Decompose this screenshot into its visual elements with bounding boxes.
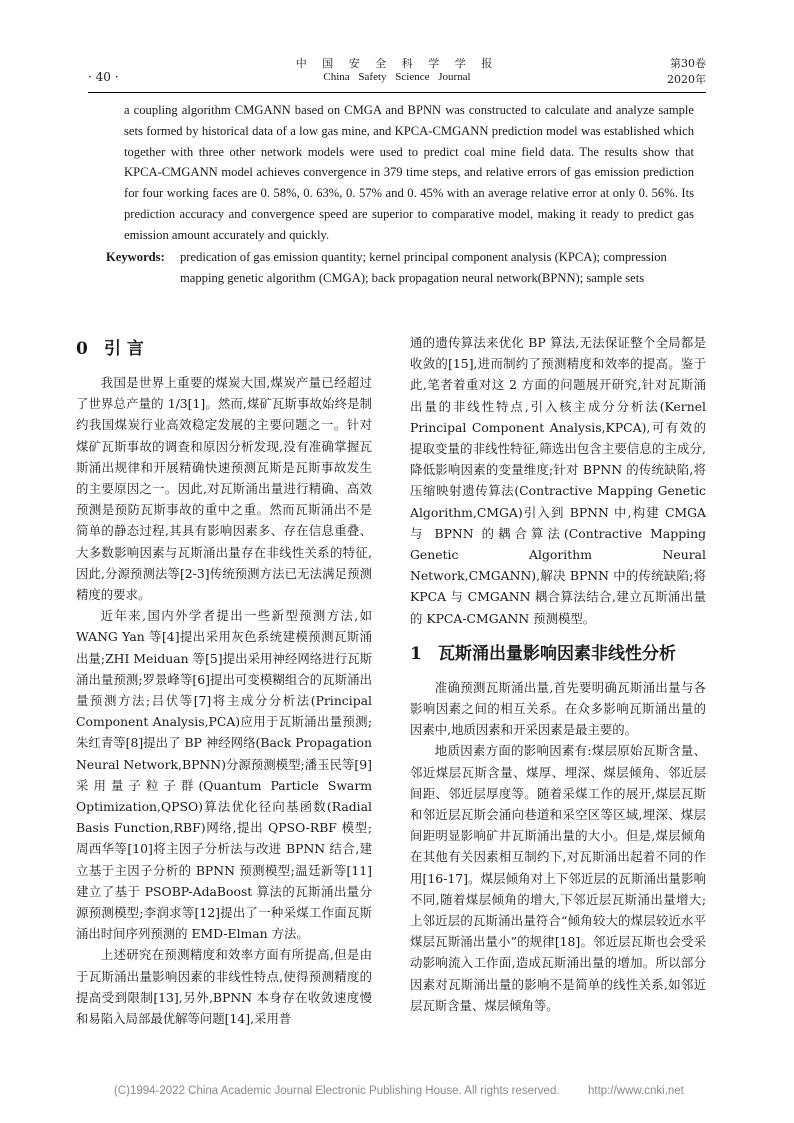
year: 2020年	[667, 73, 706, 86]
running-header	[88, 52, 706, 92]
copyright-notice: (C)1994-2022 China Academic Journal Electronic Publishing House. All rights reserved.	[114, 1085, 560, 1097]
section-number: 1	[410, 643, 422, 664]
left-column	[76, 332, 372, 1029]
paragraph: 近年来,国内外学者提出一些新型预测方法,如 WANG Yan 等[4]提出采用灰色系统建模预测瓦斯涌出量;ZHI Meiduan 等[5]提出采用神经网络进行瓦斯涌出量预测;罗景峰等[6]提出可变模糊组合的瓦斯涌出量预测方法;吕伏等[7]将主成分分析法(Principal Component Analysis,PCA)应用于瓦斯涌出量预测;朱红青等[8]提出了 BP 神经网络(Back Propagation Neural Network,BPNN)分源预测模型;潘玉民等[9]采用量子粒子群(Quantum Particle Swarm Optimization,QPSO)算法优化径向基函数(Radial Basis Function,RBF)网络,提出 QPSO-RBF 模型;周西华等[10]将主因子分析法与改进 BPNN 结合,建立基于主因子分析的 BPNN 预测模型;温廷新等[11]建立了基于 PSOBP-AdaBoost 算法的瓦斯涌出量分源预测模型;李润求等[12]提出了一种采煤工作面瓦斯涌出时间序列预测的 EMD-Elman 方法。	[76, 608, 372, 942]
keywords-text: predication of gas emission quantity; kernel principal component analysis (KPCA); compression mapping genetic algorithm (CMGA); back propagation neural network(BPNN); sample sets	[180, 250, 667, 285]
journal-title-en: China Safety Science Journal	[323, 71, 471, 83]
section-title: 瓦斯涌出量影响因素非线性分析	[438, 643, 676, 664]
header-rule	[88, 92, 706, 93]
section-heading-0	[76, 336, 372, 362]
right-column	[410, 332, 706, 1016]
paragraph: 通的遗传算法来优化 BP 算法,无法保证整个全局都是收敛的[15],进而制约了预测精度和效率的提高。鉴于此,笔者着重对这 2 方面的问题展开研究,针对瓦斯涌出量的非线性特点,引入核主成分分析法(Kernel Principal Component Analysis,KPCA),可有效的提取变量的非线性特征,筛选出包含主要信息的主成分,降低影响因素的变量维度;针对 BPNN 的传统缺陷,将压缩映射遗传算法(Contractive Mapping Genetic Algorithm,CMGA)引入到 BPNN 中,构建 CMGA 与 BPNN 的耦合算法(Contractive Mapping Genetic Algorithm Neural Network,CMGANN),解决 BPNN 中的传统缺陷;将 KPCA 与 CMGANN 耦合算法结合,建立瓦斯涌出量的 KPCA-CMGANN 预测模型。	[410, 335, 706, 626]
volume: 第30卷	[670, 57, 706, 70]
paragraph: 我国是世界上重要的煤炭大国,煤炭产量已经超过了世界总产量的 1/3[1]。然而,煤矿瓦斯事故始终是制约我国煤炭行业高效稳定发展的主要问题之一。针对煤矿瓦斯事故的调查和原因分析发现,没有准确掌握瓦斯涌出规律和开展精确快速预测瓦斯是瓦斯事故发生的主要原因之一。因此,对瓦斯涌出量进行精确、高效预测是预防瓦斯事故的重中之重。然而瓦斯涌出不是简单的静态过程,其具有影响因素多、存在信息重叠、大多数影响因素与瓦斯涌出量存在非线性关系的特征,因此,分源预测法等[2-3]传统预测方法已无法满足预测精度的要求。	[76, 375, 372, 603]
paragraph: 上述研究在预测精度和效率方面有所提高,但是由于瓦斯涌出量影响因素的非线性特点,使得预测精度的提高受到限制[13],另外,BPNN 本身存在收敛速度慢和易陷入局部最优解等问题[14],采用普	[76, 947, 372, 1027]
page-number: · 40 ·	[88, 70, 119, 84]
paragraph: 地质因素方面的影响因素有:煤层原始瓦斯含量、邻近煤层瓦斯含量、煤厚、埋深、煤层倾角、邻近层间距、邻近层厚度等。随着采煤工作的展开,煤层瓦斯和邻近层瓦斯会涌向巷道和采空区等区域,埋深、煤层间距明显影响矿井瓦斯涌出量的大小。但是,煤层倾角在其他有关因素相互制约下,对瓦斯涌出起着不同的作用[16-17]。煤层倾角对上下邻近层的瓦斯涌出量影响不同,随着煤层倾角的增大,下邻近层瓦斯涌出量增大;上邻近层的瓦斯涌出量符合“倾角较大的煤层较近水平煤层瓦斯涌出量小”的规律[18]。邻近层瓦斯也会受采动影响流入工作面,造成瓦斯涌出量的增加。所以部分因素对瓦斯涌出量的影响不是简单的线性关系,如邻近层瓦斯含量、煤层倾角等。	[410, 743, 706, 1013]
cnki-url[interactable]: http://www.cnki.net	[588, 1085, 684, 1097]
section-title: 引 言	[104, 339, 144, 359]
keywords-label: Keywords:	[106, 250, 165, 264]
abstract-text: a coupling algorithm CMGANN based on CMGA and BPNN was constructed to calculate and analyze sample sets formed by historical data of a low gas mine, and KPCA-CMGANN prediction model was established which together with three other network models were used to predict coal mine field data. The results show that KPCA-CMGANN model achieves convergence in 379 time steps, and relative errors of gas emission prediction for four working faces are 0. 58%, 0. 63%, 0. 57% and 0. 45% with an average relative error at only 0. 56%. Its prediction accuracy and convergence speed are superior to comparative model, making it ready to predict gas emission amount accurately and quickly.	[124, 103, 694, 242]
journal-title-cn: 中 国 安 全 科 学 学 报	[295, 57, 499, 70]
paragraph: 准确预测瓦斯涌出量,首先要明确瓦斯涌出量与各影响因素之间的相互关系。在众多影响瓦斯涌出量的因素中,地质因素和开采因素是最主要的。	[410, 679, 706, 738]
section-number: 0	[76, 339, 88, 359]
section-heading-1	[410, 641, 706, 667]
